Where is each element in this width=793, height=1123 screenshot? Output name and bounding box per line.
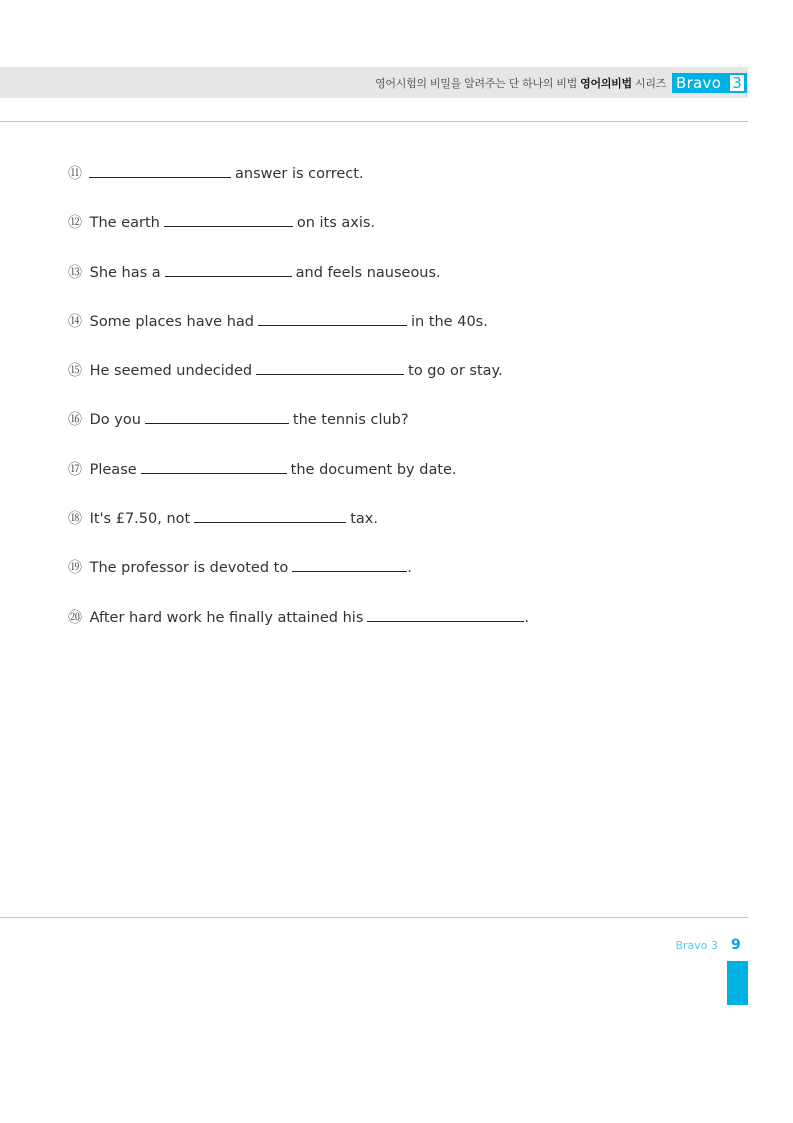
answer-blank[interactable] — [145, 409, 289, 424]
header-divider — [0, 121, 748, 122]
question-text-after: tax. — [350, 511, 378, 528]
side-tab-marker — [727, 961, 748, 1005]
question-text-before: Please — [89, 461, 137, 478]
question-number: ⑰ — [68, 461, 82, 478]
tagline-suffix: 시리즈 — [635, 77, 666, 90]
tagline-prefix: 영어시험의 비밀을 알려주는 단 하나의 비법 — [375, 77, 577, 90]
series-tagline — [375, 75, 666, 91]
question-text-after: on its axis. — [296, 215, 376, 232]
answer-blank[interactable] — [165, 262, 292, 277]
question-number: ⑳ — [68, 609, 82, 626]
question-number: ⑯ — [68, 412, 82, 429]
question-text-before: Do you — [89, 412, 141, 429]
footer-brand: Bravo 3 — [675, 939, 718, 952]
tagline-bold: 영어의비법 — [580, 77, 632, 90]
question-text-after: and feels nauseous. — [295, 264, 441, 281]
question-number: ⑬ — [68, 264, 82, 281]
question-text-before: The earth — [89, 215, 160, 232]
question-number: ⑮ — [68, 363, 82, 380]
question-item — [68, 163, 728, 212]
question-item — [68, 508, 728, 557]
question-text-before: He seemed undecided — [89, 363, 253, 380]
page-header — [0, 67, 748, 98]
question-number: ⑲ — [68, 560, 82, 577]
question-text-after: the tennis club? — [292, 412, 409, 429]
answer-blank[interactable] — [194, 508, 346, 523]
question-text-after: . — [407, 560, 412, 577]
question-item — [68, 212, 728, 261]
question-item — [68, 557, 728, 606]
question-text-before: It's £7.50, not — [89, 511, 191, 528]
question-item — [68, 409, 728, 458]
answer-blank[interactable] — [292, 557, 407, 572]
answer-blank[interactable] — [164, 212, 293, 227]
question-item — [68, 459, 728, 508]
brand-volume: 3 — [729, 74, 745, 92]
question-item — [68, 262, 728, 311]
question-text-after: answer is correct. — [235, 166, 364, 182]
question-text-after: the document by date. — [290, 461, 457, 478]
brand-name: Bravo — [676, 74, 722, 92]
question-text-after: to go or stay. — [408, 363, 503, 380]
question-text-before: The professor is devoted to — [89, 560, 289, 577]
question-text-after: in the 40s. — [410, 313, 488, 330]
brand-badge — [672, 73, 747, 93]
question-number: ⑪ — [68, 166, 82, 182]
answer-blank[interactable] — [141, 459, 287, 474]
answer-blank[interactable] — [256, 360, 404, 375]
answer-blank[interactable] — [258, 311, 407, 326]
question-number: ⑫ — [68, 215, 82, 232]
question-number: ⑱ — [68, 511, 82, 528]
question-item — [68, 311, 728, 360]
question-text-before: Some places have had — [89, 313, 254, 330]
footer-divider — [0, 917, 748, 918]
question-text-after: . — [524, 609, 529, 626]
question-item — [68, 607, 728, 656]
question-number: ⑭ — [68, 313, 82, 330]
page-number: 9 — [731, 937, 741, 953]
answer-blank[interactable] — [367, 607, 524, 622]
question-text-before: She has a — [89, 264, 161, 281]
question-list — [68, 163, 728, 656]
question-text-before: After hard work he finally attained his — [89, 609, 364, 626]
answer-blank[interactable] — [89, 163, 231, 178]
question-item — [68, 360, 728, 409]
